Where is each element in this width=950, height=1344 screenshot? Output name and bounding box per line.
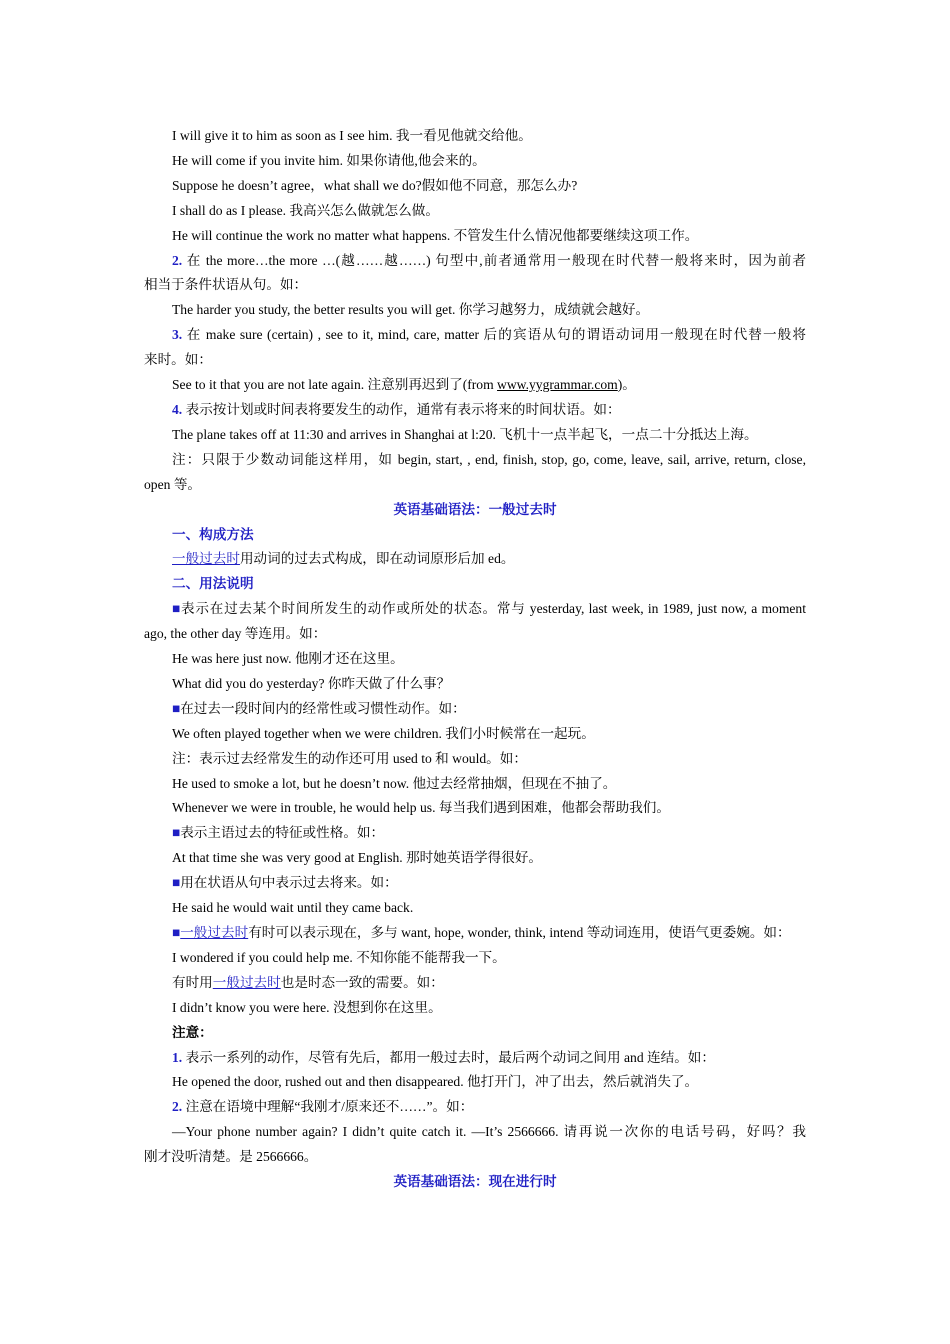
usage-item (144, 597, 806, 622)
rule-text: 表示一系列的动作，尽管有先后，都用一般过去时，最后两个动词之间用 and 连结。如： (182, 1049, 715, 1065)
usage-text: 在过去一段时间内的经常性或习惯性动作。如： (180, 700, 466, 716)
simple-past-link[interactable]: 一般过去时 (212, 974, 281, 990)
rule-4 (144, 398, 806, 423)
example-line: I will give it to him as soon as I see him. 我一看见他就交给他。 (172, 128, 532, 143)
rule-2 (144, 249, 806, 274)
note-text: 有时用 (172, 974, 213, 990)
rule-text: 注意在语境中理解“我刚才/原来还不……”。如： (182, 1099, 474, 1115)
bullet-icon: ■ (172, 825, 181, 841)
simple-past-link[interactable]: 一般过去时 (172, 551, 240, 567)
usage-text: 用在状语从句中表示过去将来。如： (180, 875, 398, 891)
note-line (144, 971, 806, 996)
website-link[interactable]: www.yygrammar.com (497, 377, 618, 393)
example-line-cont: 刚才没听清楚。是 2566666。 (144, 1149, 318, 1165)
usage-cont: ago, the other day 等连用。如： (144, 626, 327, 642)
rule-text: 表示按计划或时间表将要发生的动作，通常有表示将来的时间状语。如： (182, 401, 621, 417)
example-line: I wondered if you could help me. 不知你能不能帮我一下。 (172, 949, 506, 965)
attention-item (144, 1095, 806, 1120)
usage-item (144, 697, 806, 722)
rule-number: 3. (172, 327, 183, 343)
form-text: 用动词的过去式构成，即在动词原形后加 ed。 (239, 551, 515, 567)
attention-label: 注意： (172, 1024, 213, 1040)
bullet-icon: ■ (172, 875, 181, 891)
example-line: He will come if you invite him. 如果你请他,他会来的。 (172, 152, 486, 168)
bullet-icon: ■ (172, 925, 181, 940)
example-line: I didn’t know you were here. 没想到你在这里。 (172, 999, 442, 1015)
rule-number: 1. (172, 1049, 183, 1065)
rule-text: 在 make sure (certain) , see to it, mind, care, matter 后的宾语从句的谓语动词用一般现在时代替一般将 (182, 327, 806, 343)
simple-past-link[interactable]: 一般过去时 (180, 925, 249, 940)
usage-item (144, 821, 806, 846)
note-line: 注：表示过去经常发生的动作还可用 used to 和 would。如： (172, 750, 527, 766)
rule-3-cont: 来时。如： (144, 352, 212, 368)
usage-item (144, 921, 806, 946)
usage-text: 表示在过去某个时间所发生的动作或所处的状态。常与 yesterday, last week, in 1989, just now, a moment (180, 601, 806, 617)
usage-item (144, 871, 806, 896)
note-line: 注：只限于少数动词能这样用，如 begin, start, , end, finish, stop, go, come, leave, sail, arrive, return, close, (172, 451, 806, 467)
section-title: 英语基础语法：现在进行时 (393, 1174, 557, 1190)
example-line: The plane takes off at 11:30 and arrives in Shanghai at l:20. 飞机十一点半起飞，一点二十分抵达上海。 (172, 426, 758, 442)
example-line: He said he would wait until they came back. (172, 900, 414, 916)
usage-text: 有时可以表示现在，多与 want, hope, wonder, think, intend 等动词连用，使语气更委婉。如： (248, 925, 791, 940)
bullet-icon: ■ (172, 601, 181, 617)
example-line: At that time she was very good at English. 那时她英语学得很好。 (172, 850, 543, 866)
example-line: What did you do yesterday? 你昨天做了什么事？ (172, 675, 451, 691)
document-body (144, 124, 806, 1195)
example-line: He will continue the work no matter what happens. 不管发生什么情况他都要继续这项工作。 (172, 227, 699, 243)
rule-number: 4. (172, 401, 183, 417)
example-line: He used to smoke a lot, but he doesn’t now. 他过去经常抽烟，但现在不抽了。 (172, 775, 617, 791)
example-line: Suppose he doesn’t agree，what shall we do?假如他不同意，那怎么办? (172, 177, 578, 193)
note-text: 也是时态一致的需要。如： (280, 974, 444, 990)
rule-number: 2. (172, 252, 183, 268)
example-line: He opened the door, rushed out and then disappeared. 他打开门，冲了出去，然后就消失了。 (172, 1074, 699, 1090)
usage-text: 表示主语过去的特征或性格。如： (180, 825, 385, 841)
example-text: )。 (617, 377, 636, 393)
rule-2-cont: 相当于条件状语从句。如： (144, 277, 308, 293)
example-line (144, 373, 806, 398)
subsection-title: 二、用法说明 (172, 576, 254, 592)
example-line: The harder you study, the better results you will get. 你学习越努力，成绩就会越好。 (172, 302, 650, 318)
example-line: We often played together when we were children. 我们小时候常在一起玩。 (172, 725, 595, 741)
example-text: See to it that you are not late again. 注意别再迟到了(from (172, 377, 498, 393)
form-line (144, 547, 806, 572)
rule-text: 在 the more…the more …(越……越……) 句型中,前者通常用一般现在时代替一般将来时，因为前者 (182, 252, 806, 268)
section-title: 英语基础语法：一般过去时 (393, 501, 557, 517)
example-line: Whenever we were in trouble, he would help us. 每当我们遇到困难，他都会帮助我们。 (172, 800, 670, 816)
example-line: I shall do as I please. 我高兴怎么做就怎么做。 (172, 202, 439, 218)
note-line-cont: open 等。 (144, 476, 202, 492)
bullet-icon: ■ (172, 700, 181, 716)
example-line: —Your phone number again? I didn’t quite catch it. —It’s 2566666. 请再说一次你的电话号码，好吗？我 (172, 1124, 806, 1140)
subsection-title: 一、构成方法 (172, 526, 254, 542)
rule-number: 2. (172, 1099, 183, 1115)
attention-item (144, 1046, 806, 1071)
rule-3 (144, 323, 806, 348)
example-line: He was here just now. 他刚才还在这里。 (172, 651, 404, 667)
